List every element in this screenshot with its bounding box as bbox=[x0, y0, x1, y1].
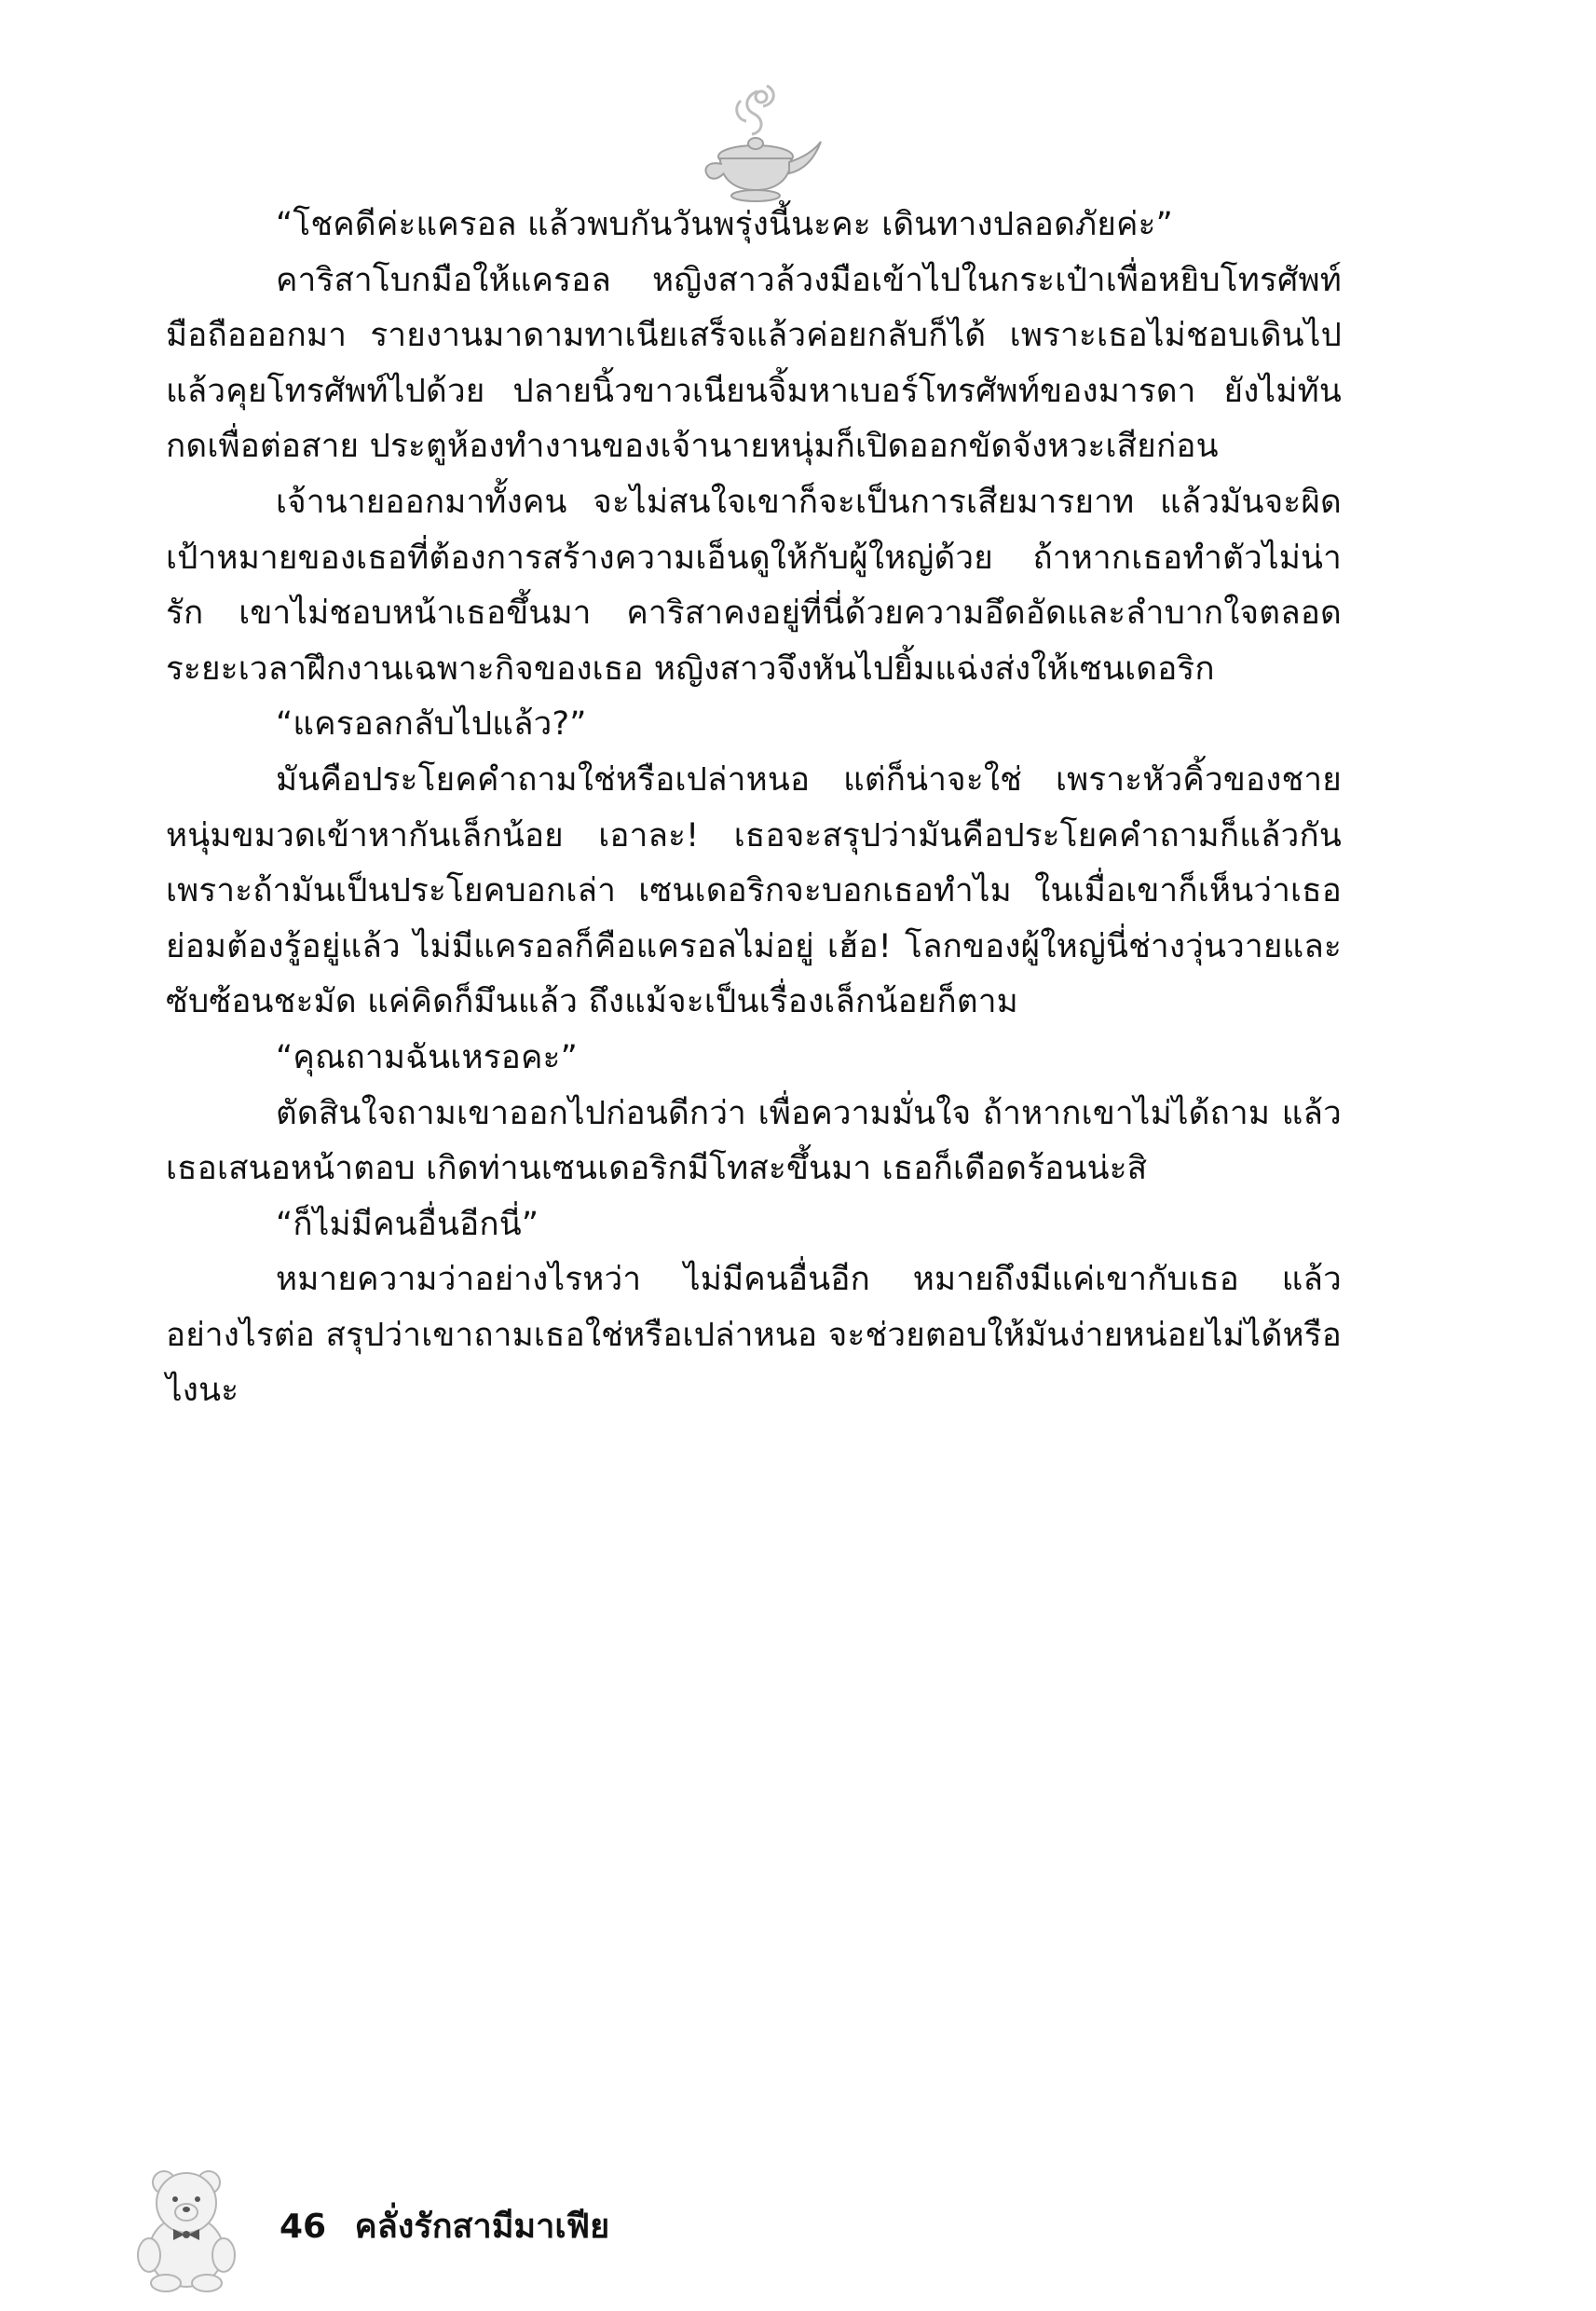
paragraph: หมายความว่าอย่างไรหว่า ไม่มีคนอื่นอีก หมายถึงมีแค่เขากับเธอ แล้วอย่างไรต่อ สรุปว่าเขาถามเธอใช่หรือเปล่าหนอ จะช่วยตอบให้มันง่ายหน่อยไม่ได้หรือไงนะ bbox=[166, 1261, 1342, 1410]
body-text bbox=[166, 198, 1342, 1419]
genie-lamp-icon bbox=[685, 76, 825, 207]
book-title: คลั่งรักสามีมาเฟีย bbox=[354, 2208, 610, 2246]
paragraph: “ก็ไม่มีคนอื่นอีกนี่” bbox=[276, 1205, 539, 1243]
page-footer bbox=[280, 2199, 609, 2252]
paragraph: “แครอลกลับไปแล้ว?” bbox=[276, 705, 587, 744]
page-number: 46 bbox=[280, 2208, 327, 2246]
paragraph: เจ้านายออกมาทั้งคน จะไม่สนใจเขาก็จะเป็นการเสียมารยาท แล้วมันจะผิดเป้าหมายของเธอที่ต้องการสร้างความเอ็นดูให้กับผู้ใหญ่ด้วย ถ้าหากเธอทำตัวไม่น่ารัก เขาไม่ชอบหน้าเธอขึ้นมา คาริสาคงอยู่ที่นี่ด้วยความอึดอัดและลำบากใจตลอดระยะเวลาฝึกงานเฉพาะกิจของเธอ หญิงสาวจึงหันไปยิ้มแฉ่งส่งให้เซนเดอริก bbox=[166, 483, 1342, 688]
paragraph: “คุณถามฉันเหรอคะ” bbox=[276, 1038, 578, 1076]
paragraph: มันคือประโยคคำถามใช่หรือเปล่าหนอ แต่ก็น่าจะใช่ เพราะหัวคิ้วของชายหนุ่มขมวดเข้าหากันเล็กน้อย เอาละ! เธอจะสรุปว่ามันคือประโยคคำถามก็แล้วกัน เพราะถ้ามันเป็นประโยคบอกเล่า เซนเดอริกจะบอกเธอทำไม ในเมื่อเขาก็เห็นว่าเธอย่อมต้องรู้อยู่แล้ว ไม่มีแครอลก็คือแครอลไม่อยู่ เฮ้อ! โลกของผู้ใหญ่นี่ช่างวุ่นวายและซับซ้อนชะมัด แค่คิดก็มึนแล้ว ถึงแม้จะเป็นเรื่องเล็กน้อยก็ตาม bbox=[166, 760, 1342, 1021]
paragraph: คาริสาโบกมือให้แครอล หญิงสาวล้วงมือเข้าไปในกระเป๋าเพื่อหยิบโทรศัพท์มือถือออกมา รายงานมาดามทาเนียเสร็จแล้วค่อยกลับก็ได้ เพราะเธอไม่ชอบเดินไปแล้วคุยโทรศัพท์ไปด้วย ปลายนิ้วขาวเนียนจิ้มหาเบอร์โทรศัพท์ของมารดา ยังไม่ทันกดเพื่อต่อสาย ประตูห้องทำงานของเจ้านายหนุ่มก็เปิดออกขัดจังหวะเสียก่อน bbox=[166, 261, 1342, 466]
paragraph: “โชคดีค่ะแครอล แล้วพบกันวันพรุ่งนี้นะคะ เดินทางปลอดภัยค่ะ” bbox=[276, 206, 1173, 243]
teddy-bear-icon bbox=[130, 2162, 242, 2292]
paragraph: ตัดสินใจถามเขาออกไปก่อนดีกว่า เพื่อความมั่นใจ ถ้าหากเขาไม่ได้ถาม แล้วเธอเสนอหน้าตอบ เกิดท่านเซนเดอริกมีโทสะขึ้นมา เธอก็เดือดร้อนน่ะสิ bbox=[166, 1094, 1342, 1188]
